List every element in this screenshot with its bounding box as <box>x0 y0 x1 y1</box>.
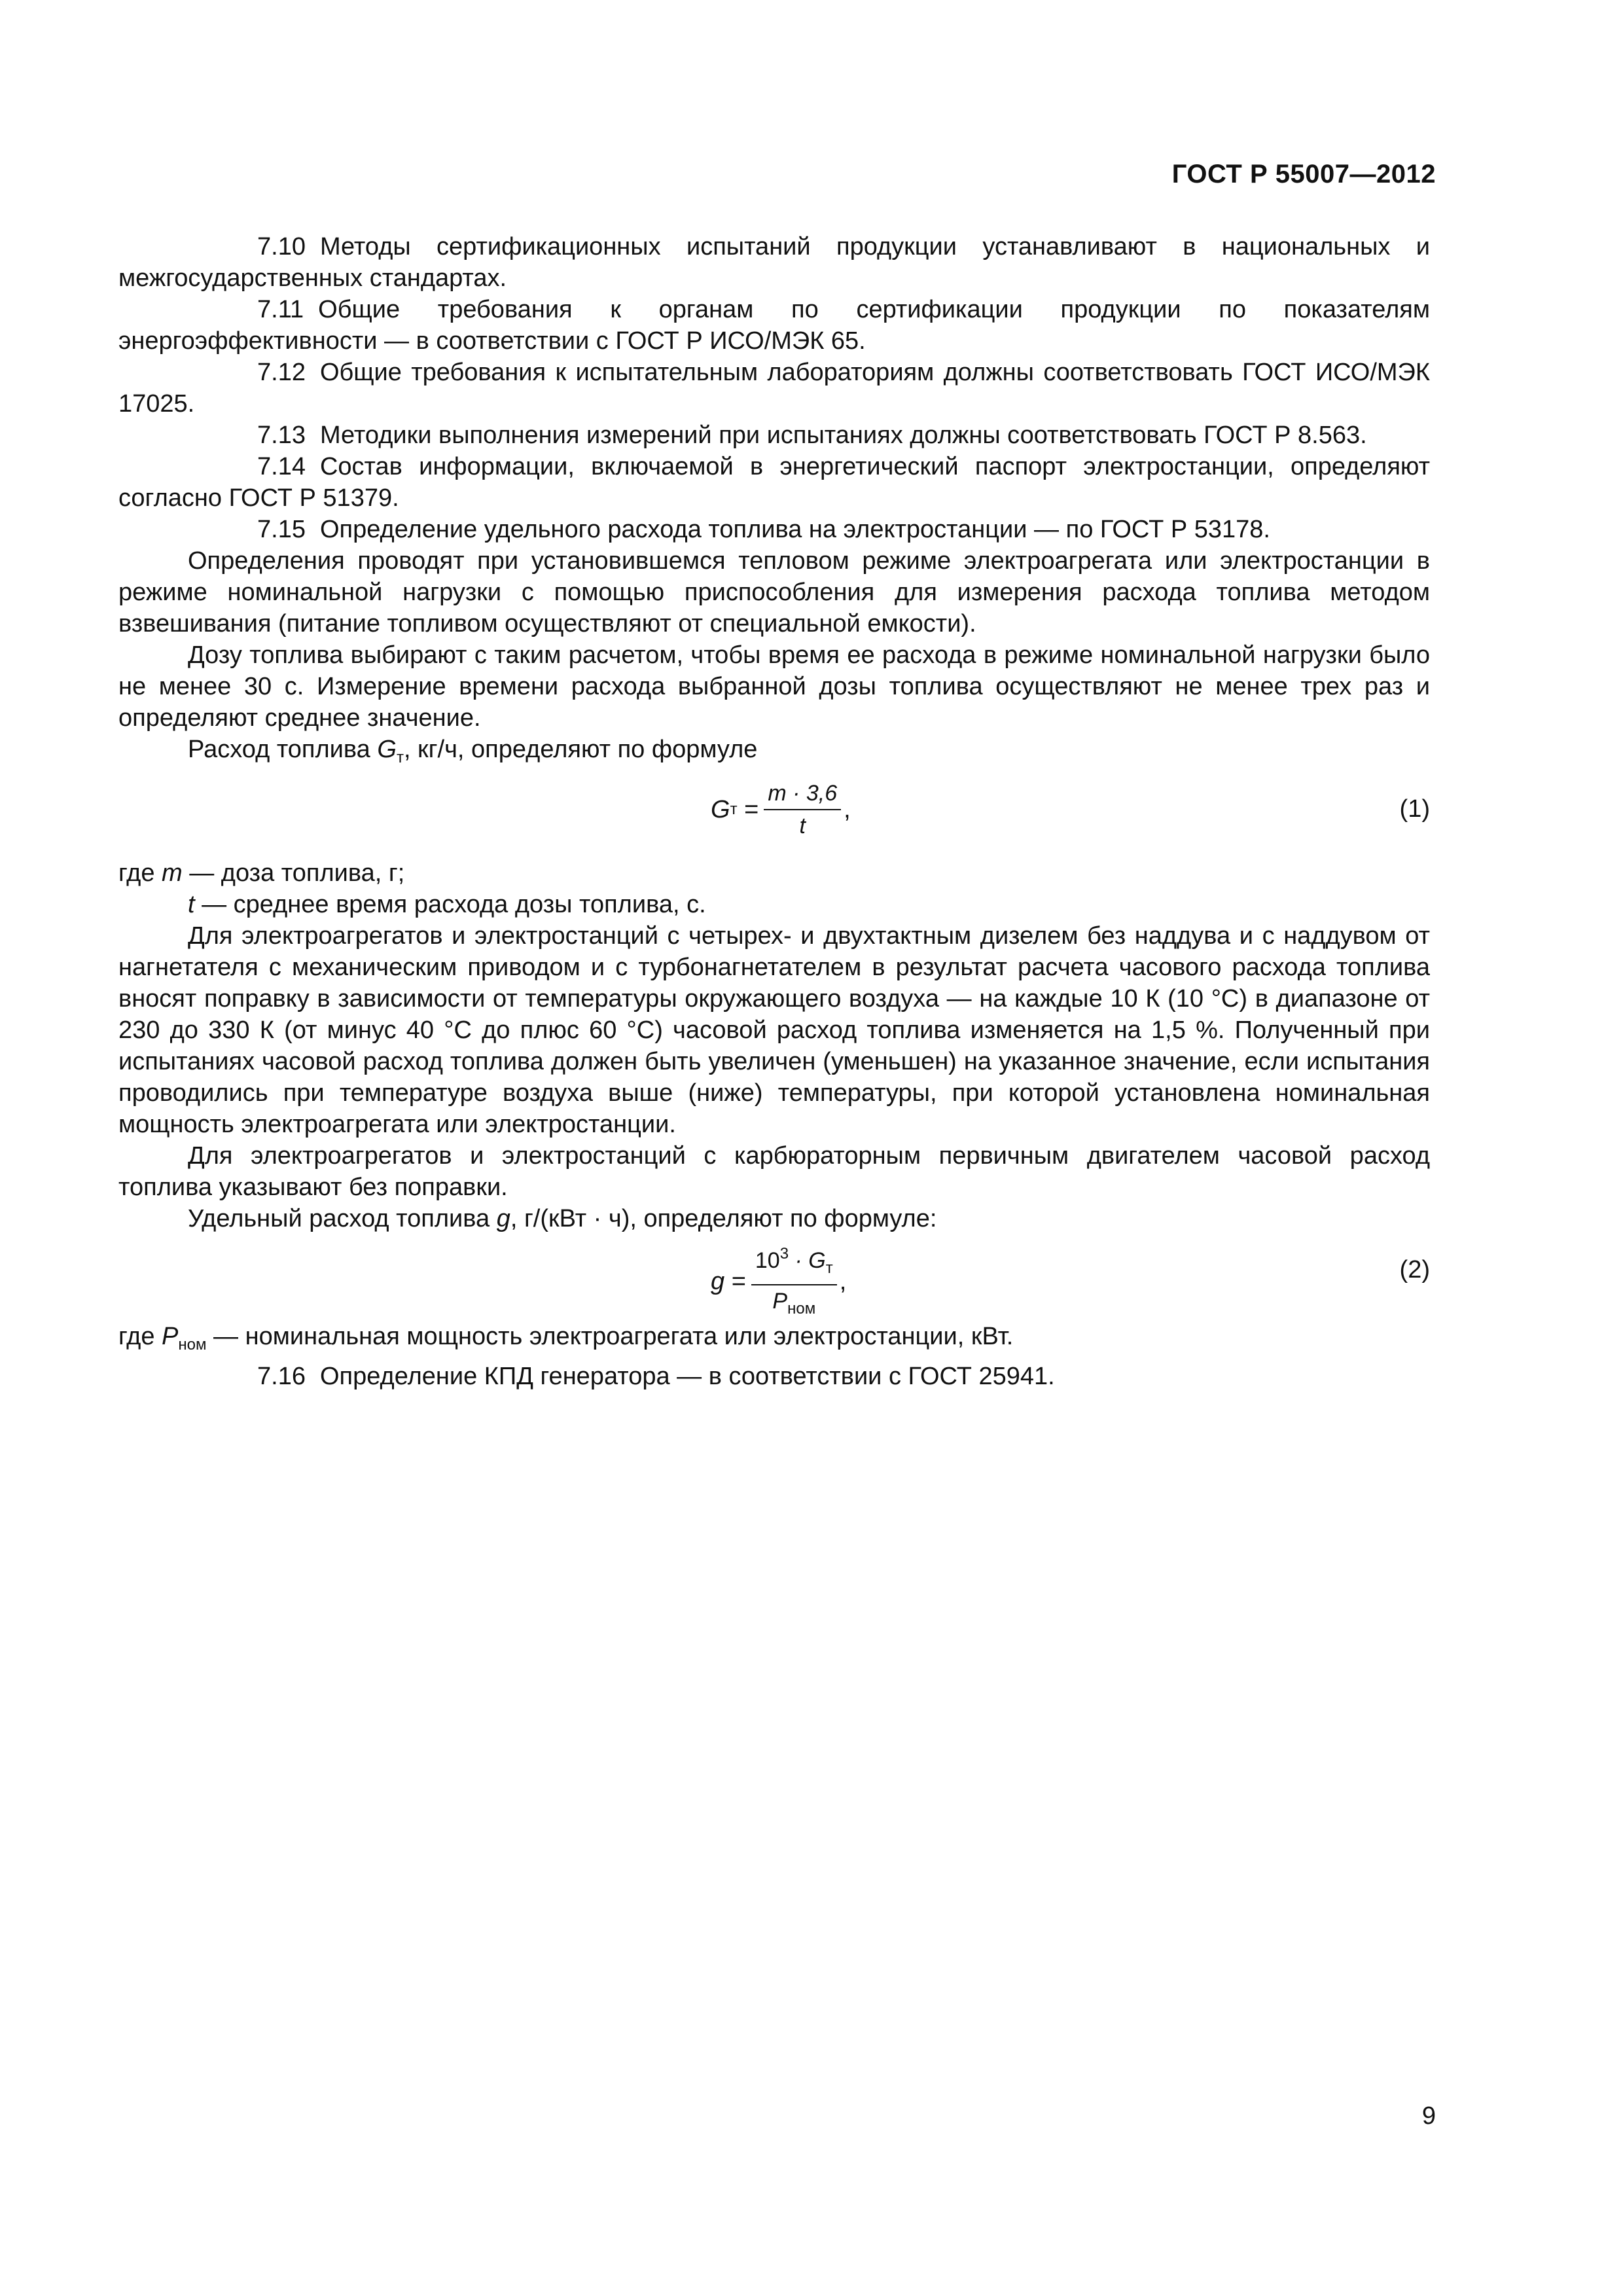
where-t <box>118 889 1430 920</box>
page-number: 9 <box>1421 2102 1436 2130</box>
formula-lhs-subscript: т <box>730 800 738 818</box>
measurement-conditions-paragraph: Определения проводят при установившемся тепловом режиме электроагрегата или электростанции в режиме номинальной нагрузки с помощью приспособления для измерения расхода топлива методом взвешивания (питание топливом осуществляют от специальной емкости). <box>118 547 1430 637</box>
formula-fraction <box>764 780 841 839</box>
clause-number: 7.16 <box>257 1363 306 1390</box>
symbol-subscript: ном <box>178 1336 207 1354</box>
clause-7-15 <box>118 514 1430 545</box>
formula-2 <box>711 1241 846 1322</box>
symbol-m: m <box>162 859 183 887</box>
clause-7-13 <box>118 420 1430 451</box>
clause-number: 7.14 <box>257 453 306 480</box>
formula-lhs: G <box>711 796 730 823</box>
diesel-correction-paragraph: Для электроагрегатов и электростанций с четырех- и двухтактным дизелем без наддува и с наддувом от нагнетателя с механическим приводом и с турбонагнетателем в результат расчета часового расхода топлива вносят поправку в зависимости от температуры окружающего воздуха — на каждые 10 К (10 °С) в диапазоне от 230 до 330 К (от минус 40 °С до плюс 60 °С) часовой расход топлива изменяется на 1,5 %. Полученный при испытаниях часовой расход топлива должен быть увеличен (уменьшен) на указанное значение, если испытания проводились при температуре воздуха выше (ниже) температуры, при которой установлена номинальная мощность электроагрегата или электростанции. <box>118 922 1430 1138</box>
clause-text: Определение КПД генератора — в соответствии с ГОСТ 25941. <box>319 1363 1055 1390</box>
where-definition: — доза топлива, г; <box>182 859 405 887</box>
equals-sign: = <box>724 1268 746 1295</box>
numerator-exponent: 3 <box>779 1245 789 1263</box>
clause-number: 7.13 <box>257 422 306 449</box>
clause-7-11 <box>118 294 1430 357</box>
clause-text: Определение удельного расхода топлива на электростанции — по ГОСТ Р 53178. <box>319 516 1270 543</box>
intro-text: Удельный расход топлива <box>188 1205 497 1232</box>
equation-number: (1) <box>1399 795 1430 823</box>
clause-7-10 <box>118 231 1430 294</box>
clause-text: Состав информации, включаемой в энергетический паспорт электростанции, определяют согласно ГОСТ Р 51379. <box>118 453 1430 512</box>
fuel-consumption-intro <box>118 734 1430 774</box>
symbol-subscript: т <box>396 749 404 766</box>
formula-fraction <box>751 1241 837 1322</box>
where-p-nom <box>118 1321 1430 1361</box>
intro-text-end: , кг/ч, определяют по формуле <box>403 736 758 763</box>
clause-number: 7.11 <box>257 296 304 323</box>
fraction-numerator <box>751 1241 837 1285</box>
symbol-g-t: G <box>377 736 397 763</box>
equation-number: (2) <box>1399 1256 1430 1283</box>
clause-7-16 <box>118 1361 1430 1392</box>
denominator-symbol: P <box>772 1289 788 1314</box>
symbol-t: t <box>188 891 195 918</box>
where-label: где <box>118 1323 162 1350</box>
numerator-rest: · G <box>789 1248 826 1273</box>
clause-text: Общие требования к органам по сертификации продукции по показателям энергоэффективности — в соответствии с ГОСТ Р ИСО/МЭК 65. <box>118 296 1430 355</box>
fraction-denominator <box>768 1285 819 1322</box>
carburetor-paragraph: Для электроагрегатов и электростанций с карбюраторным первичным двигателем часовой расход топлива указывают без поправки. <box>118 1142 1430 1201</box>
standard-designation: ГОСТ Р 55007—2012 <box>1171 160 1436 188</box>
comma: , <box>844 796 851 823</box>
clause-text: Методики выполнения измерений при испытаниях должны соответствовать ГОСТ Р 8.563. <box>319 422 1367 449</box>
formula-1 <box>711 780 851 839</box>
where-label: где <box>118 859 162 887</box>
formula-1-row <box>118 776 1430 855</box>
formula-2-row <box>118 1237 1430 1318</box>
clause-7-12 <box>118 357 1430 420</box>
fuel-dose-paragraph: Дозу топлива выбирают с таким расчетом, чтобы время ее расхода в режиме номинальной нагрузки было не менее 30 с. Измерение времени расхода выбранной дозы топлива осуществляют не менее трех раз и определяют среднее значение. <box>118 641 1430 732</box>
numerator-base: 10 <box>755 1248 780 1273</box>
document-body <box>118 231 1430 1392</box>
fraction-denominator: t <box>799 814 806 838</box>
clause-text: Методы сертификационных испытаний продукции устанавливают в национальных и межгосударственных стандартах. <box>118 233 1430 292</box>
clause-number: 7.10 <box>257 233 306 260</box>
where-definition: — номинальная мощность электроагрегата или электростанции, кВт. <box>206 1323 1014 1350</box>
intro-text: Расход топлива <box>188 736 378 763</box>
clause-7-14 <box>118 451 1430 514</box>
where-definition: — среднее время расхода дозы топлива, с. <box>194 891 706 918</box>
comma: , <box>839 1268 847 1295</box>
numerator-subscript: т <box>825 1259 833 1277</box>
where-m <box>118 857 1430 889</box>
symbol-g: g <box>496 1205 510 1232</box>
symbol-p: P <box>162 1323 179 1350</box>
specific-consumption-intro <box>118 1203 1430 1234</box>
clause-text: Общие требования к испытательным лабораториям должны соответствовать ГОСТ ИСО/МЭК 17025. <box>118 359 1430 418</box>
intro-text-end: , г/(кВт · ч), определяют по формуле: <box>510 1205 937 1232</box>
fraction-numerator: m · 3,6 <box>764 780 841 810</box>
clause-number: 7.12 <box>257 359 306 386</box>
formula-lhs: g <box>711 1268 725 1295</box>
denominator-subscript: ном <box>787 1300 816 1318</box>
equals-sign: = <box>737 796 759 823</box>
clause-number: 7.15 <box>257 516 306 543</box>
